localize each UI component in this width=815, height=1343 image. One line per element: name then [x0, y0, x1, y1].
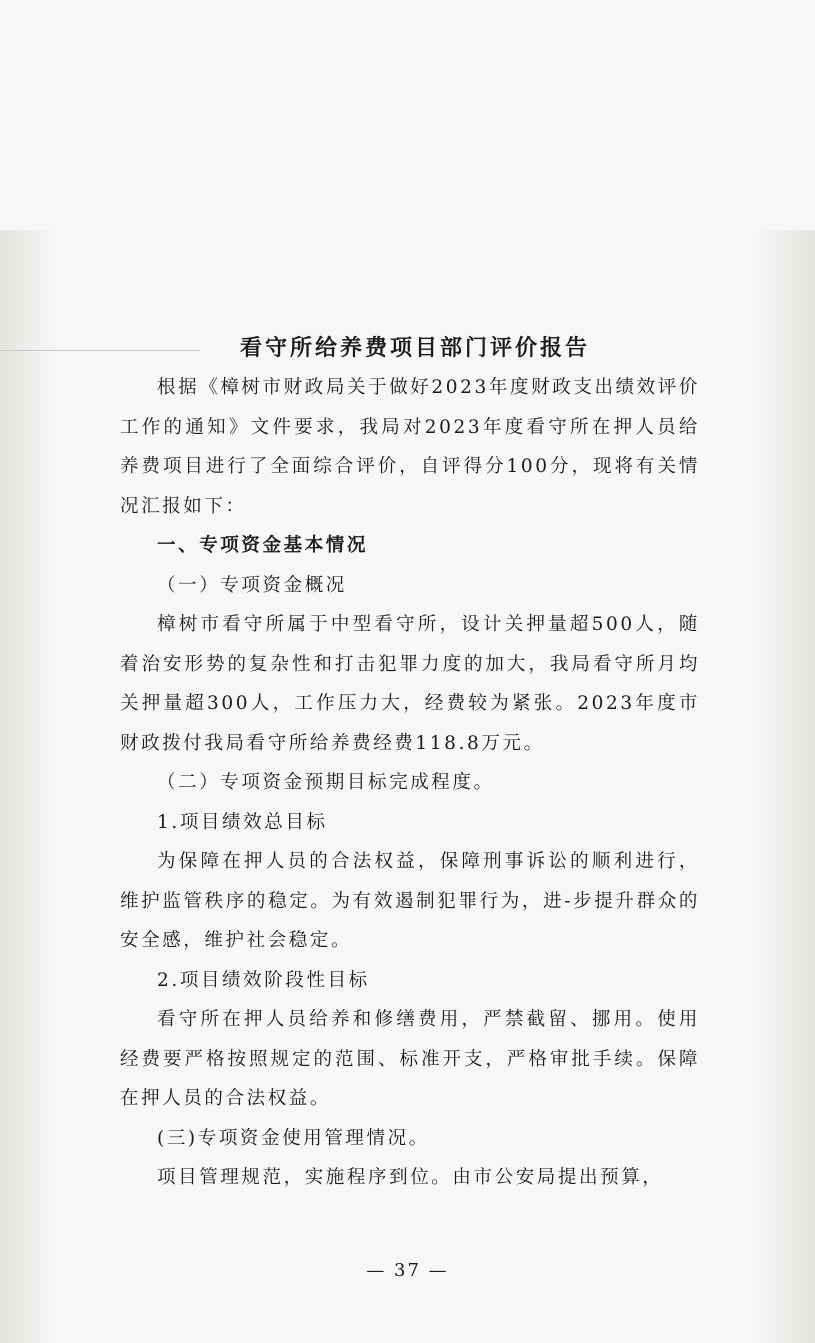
item-heading-2: 2.项目绩效阶段性目标 [157, 969, 370, 991]
section-heading-1: 一、专项资金基本情况 [157, 535, 369, 556]
intro-paragraph: 根据《樟树市财政局关于做好2023年度财政支出绩效评价工作的通知》文件要求，我局对2023年度看守所在押人员给养费项目进行了全面综合评价，自评得分100分，现将有关情况汇报如下： [120, 377, 700, 517]
subsection-heading-2: （二）专项资金预期目标完成程度。 [157, 772, 495, 793]
overview-paragraph: 樟树市看守所属于中型看守所，设计关押量超500人，随着治安形势的复杂性和打击犯罪力度的加大，我局看守所月均关押量超300人，工作压力大，经费较为紧张。2023年度市财政拨付我局看守所给养费经费118.8万元。 [120, 614, 700, 754]
item-heading-1: 1.项目绩效总目标 [157, 811, 328, 833]
management-paragraph: 项目管理规范，实施程序到位。由市公安局提出预算， [157, 1167, 664, 1188]
subsection-heading-3: (三)专项资金使用管理情况。 [157, 1127, 430, 1149]
subsection-heading-1: （一）专项资金概况 [157, 574, 347, 596]
stage-goal-paragraph: 看守所在押人员给养和修缮费用，严禁截留、挪用。使用经费要严格按照规定的范围、标准开支，严格审批手续。保障在押人员的合法权益。 [120, 1009, 700, 1109]
scan-shadow-right [755, 230, 815, 1343]
page-number: — 37 — [366, 1260, 449, 1281]
scan-shadow-left [0, 230, 60, 1343]
document-title: 看守所给养费项目部门评价报告 [239, 335, 590, 361]
overall-goal-paragraph: 为保障在押人员的合法权益，保障刑事诉讼的顺利进行，维护监管秩序的稳定。为有效遏制犯罪行为，进-步提升群众的安全感，维护社会稳定。 [120, 851, 700, 951]
document-page [120, 328, 700, 1198]
